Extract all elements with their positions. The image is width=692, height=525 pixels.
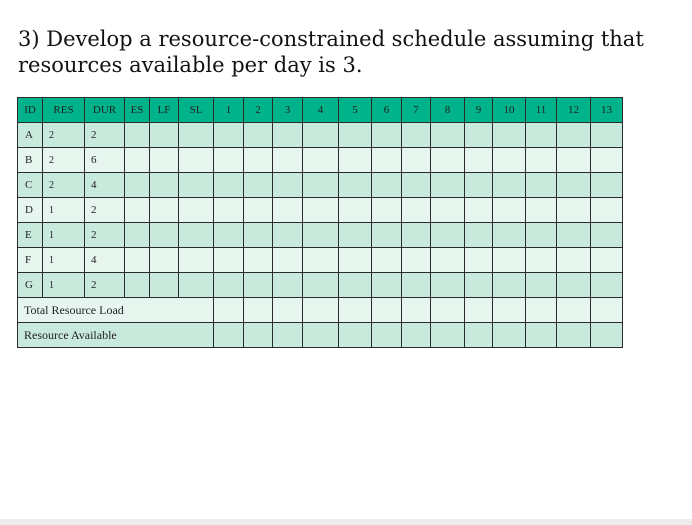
header-sl: SL bbox=[179, 98, 214, 123]
day-cell bbox=[465, 173, 493, 198]
resource-cell: 2 bbox=[43, 173, 85, 198]
day-cell bbox=[465, 273, 493, 298]
day-cell bbox=[591, 123, 623, 148]
day-cell bbox=[557, 123, 591, 148]
day-cell bbox=[465, 298, 493, 323]
day-cell bbox=[526, 123, 557, 148]
header-es: ES bbox=[125, 98, 150, 123]
es-cell bbox=[125, 223, 150, 248]
day-cell bbox=[372, 173, 402, 198]
sl-cell bbox=[179, 223, 214, 248]
day-cell bbox=[493, 248, 526, 273]
day-cell bbox=[303, 123, 339, 148]
es-cell bbox=[125, 273, 150, 298]
day-cell bbox=[526, 148, 557, 173]
activity-id-cell: B bbox=[18, 148, 43, 173]
header-day-3: 3 bbox=[273, 98, 303, 123]
day-cell bbox=[214, 298, 244, 323]
day-cell bbox=[493, 148, 526, 173]
header-day-9: 9 bbox=[465, 98, 493, 123]
header-day-11: 11 bbox=[526, 98, 557, 123]
lf-cell bbox=[150, 198, 179, 223]
day-cell bbox=[273, 273, 303, 298]
day-cell bbox=[273, 298, 303, 323]
day-cell bbox=[431, 198, 465, 223]
table-row bbox=[18, 123, 623, 148]
day-cell bbox=[372, 273, 402, 298]
header-row bbox=[18, 98, 623, 123]
day-cell bbox=[372, 148, 402, 173]
day-cell bbox=[591, 223, 623, 248]
summary-label: Resource Available bbox=[18, 323, 214, 348]
day-cell bbox=[244, 323, 273, 348]
day-cell bbox=[526, 173, 557, 198]
day-cell bbox=[557, 273, 591, 298]
day-cell bbox=[493, 223, 526, 248]
day-cell bbox=[214, 198, 244, 223]
resource-cell: 1 bbox=[43, 198, 85, 223]
resource-cell: 2 bbox=[43, 123, 85, 148]
table-row bbox=[18, 223, 623, 248]
day-cell bbox=[557, 148, 591, 173]
lf-cell bbox=[150, 148, 179, 173]
day-cell bbox=[339, 198, 372, 223]
day-cell bbox=[372, 123, 402, 148]
day-cell bbox=[557, 198, 591, 223]
day-cell bbox=[526, 248, 557, 273]
day-cell bbox=[372, 198, 402, 223]
day-cell bbox=[526, 273, 557, 298]
day-cell bbox=[493, 123, 526, 148]
day-cell bbox=[591, 173, 623, 198]
resource-cell: 2 bbox=[43, 148, 85, 173]
table-row bbox=[18, 198, 623, 223]
day-cell bbox=[303, 223, 339, 248]
es-cell bbox=[125, 198, 150, 223]
es-cell bbox=[125, 248, 150, 273]
day-cell bbox=[214, 223, 244, 248]
day-cell bbox=[591, 273, 623, 298]
day-cell bbox=[431, 148, 465, 173]
day-cell bbox=[402, 223, 431, 248]
lf-cell bbox=[150, 248, 179, 273]
table-row bbox=[18, 273, 623, 298]
sl-cell bbox=[179, 248, 214, 273]
day-cell bbox=[339, 123, 372, 148]
day-cell bbox=[557, 323, 591, 348]
day-cell bbox=[402, 148, 431, 173]
day-cell bbox=[339, 273, 372, 298]
day-cell bbox=[591, 298, 623, 323]
summary-label: Total Resource Load bbox=[18, 298, 214, 323]
day-cell bbox=[402, 123, 431, 148]
page-title: 3) Develop a resource-constrained schedule assuming that resources available per day is 3. bbox=[18, 27, 644, 77]
day-cell bbox=[402, 173, 431, 198]
day-cell bbox=[244, 148, 273, 173]
day-cell bbox=[244, 123, 273, 148]
activity-id-cell: F bbox=[18, 248, 43, 273]
day-cell bbox=[214, 123, 244, 148]
day-cell bbox=[402, 298, 431, 323]
resource-cell: 1 bbox=[43, 273, 85, 298]
day-cell bbox=[591, 148, 623, 173]
sl-cell bbox=[179, 198, 214, 223]
day-cell bbox=[557, 223, 591, 248]
footer-bar bbox=[0, 519, 692, 525]
header-day-4: 4 bbox=[303, 98, 339, 123]
header-day-10: 10 bbox=[493, 98, 526, 123]
day-cell bbox=[303, 198, 339, 223]
day-cell bbox=[339, 323, 372, 348]
day-cell bbox=[465, 198, 493, 223]
day-cell bbox=[273, 223, 303, 248]
day-cell bbox=[493, 273, 526, 298]
day-cell bbox=[273, 123, 303, 148]
sl-cell bbox=[179, 273, 214, 298]
day-cell bbox=[339, 148, 372, 173]
day-cell bbox=[402, 323, 431, 348]
day-cell bbox=[465, 123, 493, 148]
header-dur: DUR bbox=[85, 98, 125, 123]
day-cell bbox=[339, 248, 372, 273]
sl-cell bbox=[179, 173, 214, 198]
resource-available-row bbox=[18, 323, 623, 348]
day-cell bbox=[372, 223, 402, 248]
day-cell bbox=[214, 148, 244, 173]
day-cell bbox=[372, 298, 402, 323]
day-cell bbox=[465, 248, 493, 273]
duration-cell: 2 bbox=[85, 198, 125, 223]
resource-cell: 1 bbox=[43, 248, 85, 273]
activity-id-cell: C bbox=[18, 173, 43, 198]
header-lf: LF bbox=[150, 98, 179, 123]
day-cell bbox=[526, 198, 557, 223]
header-day-6: 6 bbox=[372, 98, 402, 123]
day-cell bbox=[303, 248, 339, 273]
day-cell bbox=[591, 248, 623, 273]
es-cell bbox=[125, 148, 150, 173]
day-cell bbox=[431, 323, 465, 348]
es-cell bbox=[125, 123, 150, 148]
day-cell bbox=[431, 298, 465, 323]
day-cell bbox=[493, 198, 526, 223]
day-cell bbox=[273, 198, 303, 223]
day-cell bbox=[303, 273, 339, 298]
duration-cell: 2 bbox=[85, 223, 125, 248]
day-cell bbox=[431, 123, 465, 148]
table-row bbox=[18, 148, 623, 173]
header-day-7: 7 bbox=[402, 98, 431, 123]
sl-cell bbox=[179, 148, 214, 173]
day-cell bbox=[214, 173, 244, 198]
day-cell bbox=[402, 198, 431, 223]
day-cell bbox=[244, 273, 273, 298]
day-cell bbox=[273, 323, 303, 348]
duration-cell: 2 bbox=[85, 123, 125, 148]
resource-cell: 1 bbox=[43, 223, 85, 248]
day-cell bbox=[339, 223, 372, 248]
activity-id-cell: G bbox=[18, 273, 43, 298]
day-cell bbox=[465, 323, 493, 348]
day-cell bbox=[493, 323, 526, 348]
header-day-5: 5 bbox=[339, 98, 372, 123]
header-day-8: 8 bbox=[431, 98, 465, 123]
day-cell bbox=[303, 173, 339, 198]
day-cell bbox=[557, 173, 591, 198]
day-cell bbox=[431, 223, 465, 248]
sl-cell bbox=[179, 123, 214, 148]
day-cell bbox=[465, 148, 493, 173]
header-res: RES bbox=[43, 98, 85, 123]
day-cell bbox=[402, 273, 431, 298]
day-cell bbox=[526, 223, 557, 248]
day-cell bbox=[273, 148, 303, 173]
lf-cell bbox=[150, 223, 179, 248]
day-cell bbox=[303, 323, 339, 348]
day-cell bbox=[303, 148, 339, 173]
schedule-table bbox=[17, 97, 623, 348]
header-day-2: 2 bbox=[244, 98, 273, 123]
activity-id-cell: E bbox=[18, 223, 43, 248]
duration-cell: 2 bbox=[85, 273, 125, 298]
day-cell bbox=[431, 173, 465, 198]
day-cell bbox=[557, 248, 591, 273]
day-cell bbox=[214, 248, 244, 273]
day-cell bbox=[526, 323, 557, 348]
header-day-1: 1 bbox=[214, 98, 244, 123]
duration-cell: 6 bbox=[85, 148, 125, 173]
day-cell bbox=[244, 173, 273, 198]
day-cell bbox=[372, 248, 402, 273]
lf-cell bbox=[150, 273, 179, 298]
day-cell bbox=[493, 173, 526, 198]
header-id: ID bbox=[18, 98, 43, 123]
header-day-12: 12 bbox=[557, 98, 591, 123]
day-cell bbox=[214, 323, 244, 348]
day-cell bbox=[465, 223, 493, 248]
day-cell bbox=[526, 298, 557, 323]
lf-cell bbox=[150, 173, 179, 198]
day-cell bbox=[339, 173, 372, 198]
day-cell bbox=[244, 223, 273, 248]
table-row bbox=[18, 248, 623, 273]
day-cell bbox=[214, 273, 244, 298]
total-resource-load-row bbox=[18, 298, 623, 323]
activity-id-cell: A bbox=[18, 123, 43, 148]
header-day-13: 13 bbox=[591, 98, 623, 123]
day-cell bbox=[431, 273, 465, 298]
day-cell bbox=[303, 298, 339, 323]
lf-cell bbox=[150, 123, 179, 148]
activity-id-cell: D bbox=[18, 198, 43, 223]
day-cell bbox=[339, 298, 372, 323]
day-cell bbox=[244, 248, 273, 273]
duration-cell: 4 bbox=[85, 173, 125, 198]
day-cell bbox=[591, 198, 623, 223]
day-cell bbox=[557, 298, 591, 323]
day-cell bbox=[273, 173, 303, 198]
day-cell bbox=[402, 248, 431, 273]
duration-cell: 4 bbox=[85, 248, 125, 273]
day-cell bbox=[431, 248, 465, 273]
day-cell bbox=[591, 323, 623, 348]
table-row bbox=[18, 173, 623, 198]
es-cell bbox=[125, 173, 150, 198]
day-cell bbox=[273, 248, 303, 273]
day-cell bbox=[244, 298, 273, 323]
day-cell bbox=[493, 298, 526, 323]
day-cell bbox=[372, 323, 402, 348]
day-cell bbox=[244, 198, 273, 223]
